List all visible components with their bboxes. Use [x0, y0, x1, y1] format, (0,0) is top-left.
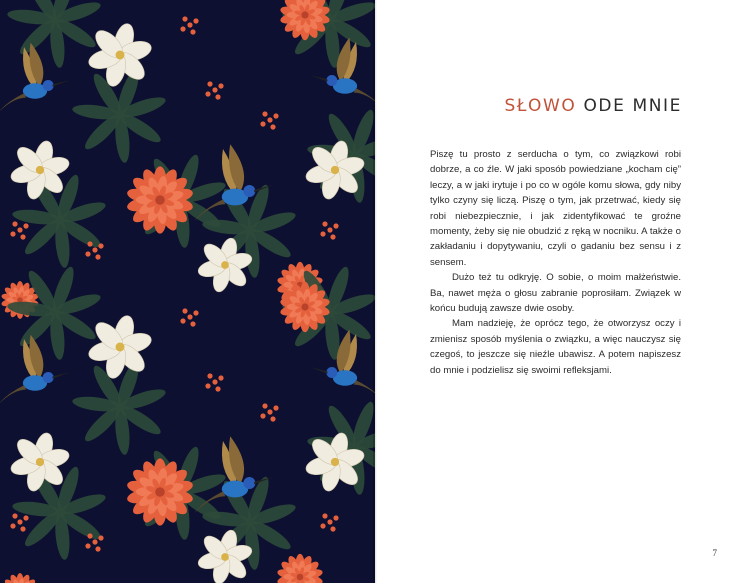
leaf-cluster	[7, 265, 103, 361]
berry	[187, 22, 192, 27]
bird-head	[43, 372, 54, 383]
tail	[354, 88, 375, 108]
berry	[333, 223, 338, 228]
berry	[267, 117, 272, 122]
flower-center	[116, 51, 125, 60]
chapter-title	[505, 96, 683, 116]
chapter-title-rest: ODE MNIE	[583, 96, 682, 116]
tail	[0, 93, 26, 113]
flower-center	[36, 166, 44, 174]
paragraph-1: Piszę tu prosto z serducha o tym, co związkowi robi dobrze, a co źle. W jaki sposób powiedziane „kocham cię” leczy, a w jaki irytuje i po co w ogóle komu słowa, gdy niby tylko czyny się liczą. Piszę o tym, jak przetrwać, kiedy się robi niebezpiecznie, i jak zidentyfikować te groźne momenty, żeby się nie obudzić z ręką w nocniku. A także o zakładaniu i dopytywaniu, czyli o gadaniu bez sensu i z sensem.	[430, 149, 681, 268]
berry	[262, 111, 267, 116]
berry	[212, 87, 217, 92]
berry	[85, 543, 90, 548]
berry	[207, 81, 212, 86]
book-gutter-shadow	[373, 0, 377, 583]
white-magnolia	[9, 431, 71, 493]
red-berries	[10, 513, 28, 531]
red-berries	[320, 513, 338, 531]
berry	[218, 83, 223, 88]
chapter-title-accent: SŁOWO	[504, 96, 577, 116]
red-dahlia	[277, 554, 324, 583]
berry	[327, 519, 332, 524]
flower-center	[155, 195, 165, 205]
berry	[320, 231, 325, 236]
flower-center	[331, 166, 339, 174]
berry	[193, 18, 198, 23]
white-magnolia	[196, 528, 253, 583]
berry	[12, 221, 17, 226]
red-berries	[205, 81, 223, 99]
berry	[215, 386, 220, 391]
red-dahlia	[1, 573, 39, 583]
berry	[98, 535, 103, 540]
red-berries	[260, 111, 278, 129]
berry	[327, 227, 332, 232]
berry	[207, 373, 212, 378]
beak	[310, 75, 328, 82]
berry	[267, 409, 272, 414]
flower-center	[36, 458, 44, 466]
red-berries	[320, 221, 338, 239]
berry	[322, 513, 327, 518]
berry	[10, 231, 15, 236]
berry	[260, 413, 265, 418]
berry	[92, 247, 97, 252]
berry	[95, 546, 100, 551]
berry	[190, 321, 195, 326]
bird-head	[326, 367, 337, 378]
berry	[180, 318, 185, 323]
berry	[23, 223, 28, 228]
bird-head	[243, 477, 255, 489]
berry	[95, 254, 100, 259]
berry	[262, 403, 267, 408]
bird-head	[326, 75, 337, 86]
red-berries	[260, 403, 278, 421]
flower-center	[116, 343, 125, 352]
flower-center	[221, 261, 229, 269]
berry	[17, 227, 22, 232]
berry	[187, 314, 192, 319]
berry	[212, 379, 217, 384]
berry	[273, 113, 278, 118]
berry	[20, 526, 25, 531]
red-berries	[180, 308, 198, 326]
tail	[354, 380, 375, 400]
flower-center	[301, 303, 308, 310]
berry	[87, 533, 92, 538]
berry	[330, 526, 335, 531]
red-berries	[180, 16, 198, 34]
berry	[260, 121, 265, 126]
berry	[98, 243, 103, 248]
berry	[270, 124, 275, 129]
flower-center	[301, 11, 308, 18]
beak	[53, 372, 71, 379]
red-berries	[205, 373, 223, 391]
bird-head	[243, 185, 255, 197]
beak	[53, 80, 71, 87]
berry	[182, 308, 187, 313]
berry	[23, 515, 28, 520]
berry	[205, 383, 210, 388]
berry	[330, 234, 335, 239]
berry	[205, 91, 210, 96]
berry	[17, 519, 22, 524]
berry	[182, 16, 187, 21]
berry	[20, 234, 25, 239]
berry	[190, 29, 195, 34]
berry	[12, 513, 17, 518]
berry	[85, 251, 90, 256]
chapter-body	[430, 147, 681, 378]
berry	[92, 539, 97, 544]
bird-head	[43, 80, 54, 91]
berry	[180, 26, 185, 31]
berry	[320, 523, 325, 528]
berry	[87, 241, 92, 246]
berry	[193, 310, 198, 315]
text-page	[375, 0, 750, 583]
flower-center	[331, 458, 339, 466]
white-magnolia	[9, 139, 71, 201]
paragraph-2: Dużo też tu odkryję. O sobie, o moim małżeństwie. Ba, nawet męża o głosu zabranie poprosiłam. Związek w końcu budują zawsze dwie osoby.	[430, 272, 681, 315]
berry	[322, 221, 327, 226]
flower-center	[297, 574, 304, 581]
berry	[333, 515, 338, 520]
berry	[215, 94, 220, 99]
berry	[270, 416, 275, 421]
hummingbird	[310, 330, 375, 400]
tail	[0, 385, 26, 405]
paragraph-3: Mam nadzieję, że oprócz tego, że otworzysz oczy i zmienisz sposób myślenia o związku, a więc nauczysz się czegoś, to jeszcze się nieźle ubawisz. A potem napiszesz do mnie i podzielisz się swoimi refleksjami.	[430, 318, 681, 376]
red-berries	[10, 221, 28, 239]
white-magnolia	[196, 236, 253, 293]
beak	[310, 367, 328, 374]
berry	[10, 523, 15, 528]
berry	[218, 375, 223, 380]
page-number: 7	[712, 548, 717, 558]
leaf-cluster	[7, 0, 103, 68]
flower-center	[221, 553, 229, 561]
berry	[273, 405, 278, 410]
flower-center	[155, 487, 165, 497]
hummingbird	[310, 38, 375, 108]
